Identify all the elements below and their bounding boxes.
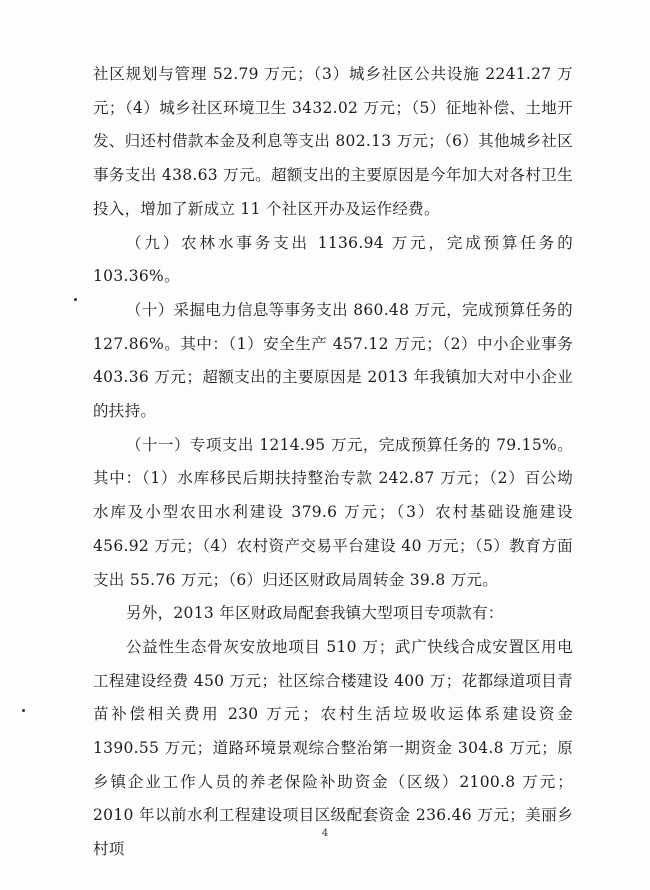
scan-speck: [74, 298, 77, 301]
paragraph-agriculture-forestry-water: （九）农林水事务支出 1136.94 万元，完成预算任务的 103.36%。: [93, 233, 573, 286]
document-body: [93, 58, 573, 867]
paragraph-urban-rural-continued: 社区规划与管理 52.79 万元；（3）城乡社区公共设施 2241.27 万元；（4）城乡社区环境卫生 3432.02 万元；（5）征地补偿、土地开发、归还村借款本金及利息等支出 802.13 万元；（6）其他城乡社区事务支出 438.63 万元。超额支出的主要原因是今年加大对各村卫生投入，增加了新成立 11 个社区开办及运作经费。: [93, 65, 573, 218]
scan-speck: [22, 709, 25, 712]
paragraph-special-expenditure: （十一）专项支出 1214.95 万元，完成预算任务的 79.15%。其中：（1）水库移民后期扶持整治专款 242.87 万元；（2）百公坳水库及小型农田水利建设 379.6 万元；（3）农村基础设施建设 456.92 万元；（4）农村资产交易平台建设 40 万元；（5）教育方面支出 55.76 万元；（6）归还区财政局周转金 39.8 万元。: [93, 435, 573, 589]
paragraph-mining-power-information: （十）采掘电力信息等事务支出 860.48 万元，完成预算任务的 127.86%。其中：（1）安全生产 457.12 万元；（2）中小企业事务 403.36 万元；超额支出的主要原因是 2013 年我镇加大对中小企业的扶持。: [93, 300, 573, 421]
paragraph-additional-funds-intro: 另外，2013 年区财政局配套我镇大型项目专项款有：: [126, 604, 504, 623]
page-number: 4: [321, 828, 329, 839]
paragraph-project-funds-list: 公益性生态骨灰安放地项目 510 万；武广快线合成安置区用电工程建设经费 450 万元；社区综合楼建设 400 万；花都绿道项目青苗补偿相关费用 230 万元；农村生活垃圾收运体系建设资金 1390.55 万元；道路环境景观综合整治第一期资金 304.8 万元；原乡镇企业工作人员的养老保险补助资金（区级）2100.8 万元；2010 年以前水利工程建设项目区级配套资金 236.46 万元；美丽乡村项: [93, 637, 573, 859]
